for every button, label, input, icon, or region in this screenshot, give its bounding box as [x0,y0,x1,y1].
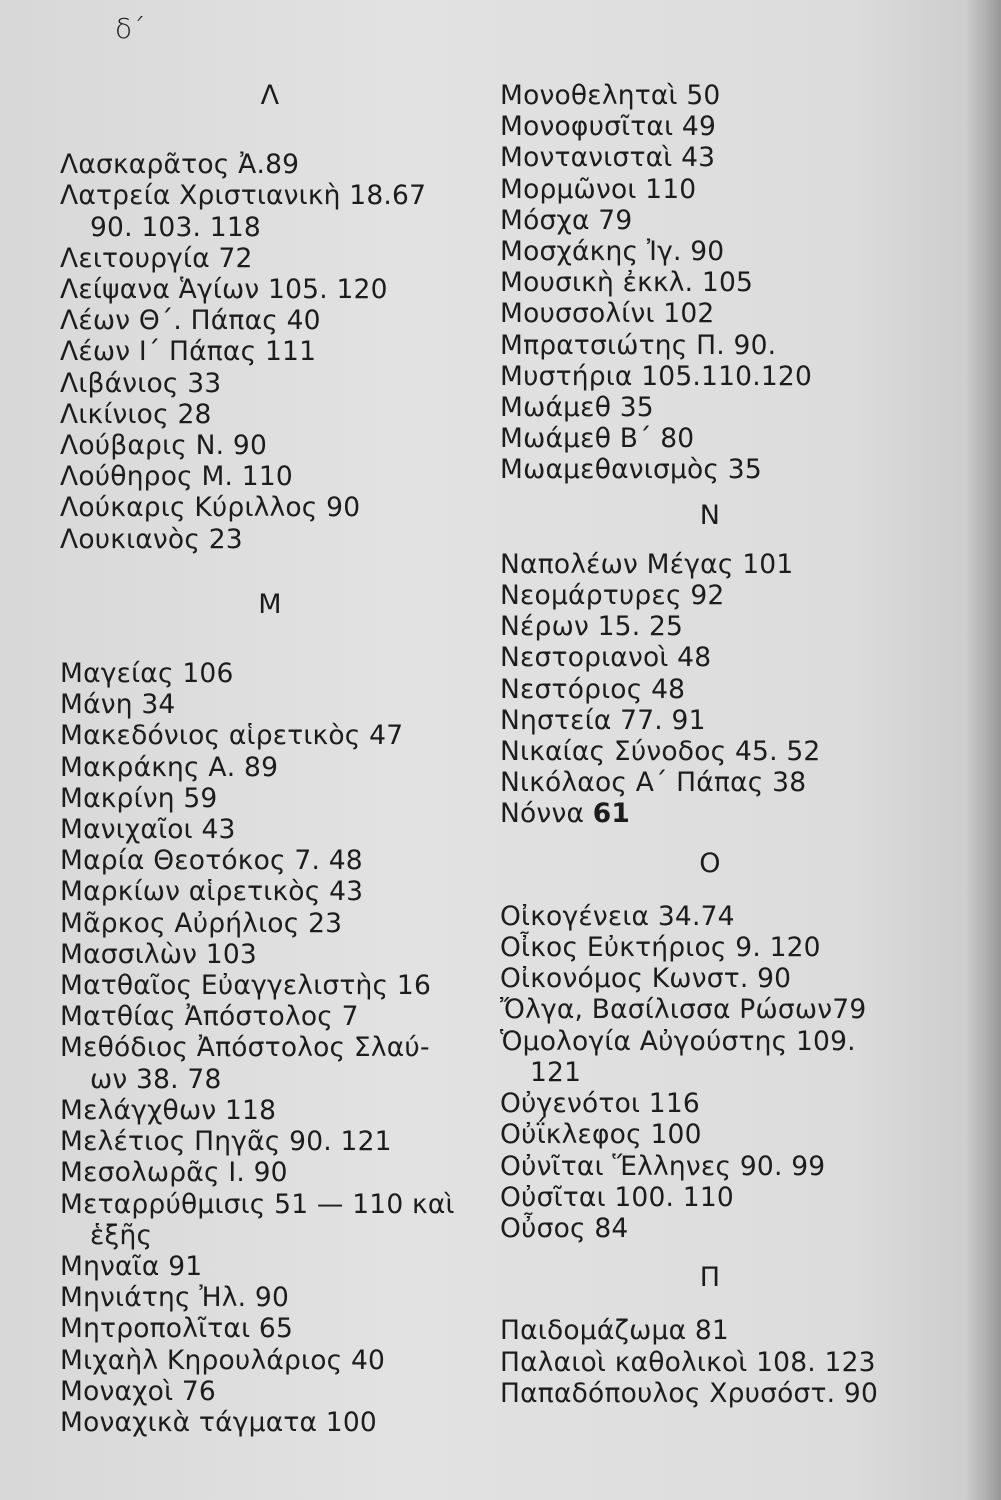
index-entry-continuation: 90. 103. 118 [90,211,261,243]
index-entry: Νεστόριος 48 [500,673,686,705]
index-entry: Μωάμεθ Β΄ 80 [500,423,695,455]
index-entry: Μεσολωρᾶς Ι. 90 [60,1157,288,1189]
index-entry: Μοναχικὰ τάγματα 100 [60,1406,377,1438]
index-entry: Λούβαρις Ν. 90 [60,430,268,462]
index-entry-continuation: ἑξῆς [90,1219,153,1251]
index-entry: Μορμῶνοι 110 [500,173,697,205]
index-entry: Νέρων 15. 25 [500,611,684,643]
index-entry: Μακράκης Α. 89 [60,751,279,783]
index-entry: Ματθαῖος Εὐαγγελιστὴς 16 [60,970,432,1002]
index-entry-nonna [500,798,920,829]
index-entry-continuation: 121 [530,1056,582,1088]
page-edge-shadow [965,0,1001,1500]
index-entry: Λείψανα Ἁγίων 105. 120 [60,274,388,306]
index-entry: Παιδομάζωμα 81 [500,1315,729,1347]
index-entry: Λικίνιος 28 [60,398,212,430]
index-entry: Μοσχάκης Ἰγ. 90 [500,236,725,268]
index-entry: Μακρίνη 59 [60,782,218,814]
index-entry: Οἰκονόμος Κωνστ. 90 [500,963,792,995]
index-entry: Νικόλαος Α΄ Πάπας 38 [500,767,807,799]
section-mu-continued [500,80,920,486]
section-lambda [60,149,480,555]
section-letter-lambda: Λ [260,80,280,111]
index-entry: Μωάμεθ 35 [500,392,654,424]
index-entry: Μονοθεληταὶ 50 [500,80,721,111]
index-entry: Νεστοριανοὶ 48 [500,642,712,674]
index-entry: Οὐνῖται Ἕλληνες 90. 99 [500,1150,826,1182]
index-entry: Οὐσῖται 100. 110 [500,1181,734,1213]
index-entry: Λούκαρις Κύριλλος 90 [60,492,361,524]
index-entry: Λούθηρος Μ. 110 [60,461,293,493]
index-entry: Μυστήρια 105.110.120 [500,360,813,392]
index-entry: Μοναχοὶ 76 [60,1375,216,1407]
section-letter-nu: Ν [699,499,721,531]
index-entry: Μαρία Θεοτόκος 7. 48 [60,845,363,877]
index-entry: Νηστεία 77. 91 [500,704,706,736]
section-mu [60,658,480,1438]
index-entry: Μασσιλὼν 103 [60,938,257,970]
index-entry: Οὐγενότοι 116 [500,1088,700,1120]
index-entry: Παπαδόπουλος Χρυσόστ. 90 [500,1377,879,1409]
index-entry: Μαγείας 106 [60,658,234,690]
entry-name: Νόννα [500,798,585,830]
index-entry: Οἰκογένεια 34.74 [500,900,735,932]
index-entry: Μᾶρκος Αὐρήλιος 23 [60,907,343,939]
index-entry: Μουσικὴ ἐκκλ. 105 [500,267,754,299]
index-entry: Λέων Ι΄ Πάπας 111 [60,336,317,368]
index-entry: Μόσχα 79 [500,204,633,236]
index-column-left [60,70,480,1438]
index-entry: Μουσσολίνι 102 [500,298,715,330]
index-entry: Μελέτιος Πηγᾶς 90. 121 [60,1126,392,1158]
index-entry: Οὐΐκλεφος 100 [500,1119,702,1151]
index-entry: Μαρκίων αἱρετικὸς 43 [60,876,364,908]
index-entry: Λέων Θ΄. Πάπας 40 [60,305,321,337]
section-letter-omicron: Ο [699,847,721,879]
index-entry: Λειτουργία 72 [60,242,253,274]
index-column-right [500,70,920,1409]
index-entry: Οἶκος Εὐκτήριος 9. 120 [500,932,821,964]
index-entry: Λουκιανὸς 23 [60,523,243,555]
index-entry: Νικαίας Σύνοδος 45. 52 [500,736,821,768]
index-entry: Μηναῖα 91 [60,1250,203,1282]
index-entry: Μεταρρύθμισις 51 — 110 καὶ [60,1188,455,1220]
index-entry: Ὁμολογία Αὐγούστης 109. [500,1025,856,1057]
section-nu [500,549,920,830]
section-letter-pi: Π [699,1262,721,1294]
index-entry: Μοντανισταὶ 43 [500,142,716,174]
index-entry: Ὄλγα, Βασίλισσα Ρώσων79 [500,994,867,1026]
index-entry: Οὖσος 84 [500,1212,629,1244]
index-entry: Μελάγχθων 118 [60,1094,277,1126]
index-entry: Μονοφυσῖται 49 [500,111,717,143]
index-entry: Μάνη 34 [60,689,176,721]
index-entry: Μανιχαῖοι 43 [60,814,236,846]
index-entry: Μιχαὴλ Κηρουλάριος 40 [60,1344,386,1376]
index-entry: Νεομάρτυρες 92 [500,580,725,612]
index-entry: Ναπολέων Μέγας 101 [500,548,794,580]
index-entry: Λατρεία Χριστιανικὴ 18.67 [60,180,427,212]
index-entry: Μητροπολῖται 65 [60,1313,293,1345]
index-entry: Ματθίας Ἀπόστολος 7 [60,1001,359,1033]
index-entry: Λασκαρᾶτος Ἀ.89 [60,149,300,181]
page-number: δ΄ [115,12,146,45]
index-entry: Μακεδόνιος αἱρετικὸς 47 [60,720,404,752]
index-entry: Μπρατσιώτης Π. 90. [500,329,777,361]
index-entry: Μηνιάτης Ἠλ. 90 [60,1282,290,1314]
index-entry: Παλαιοὶ καθολικοὶ 108. 123 [500,1346,876,1378]
section-omicron [500,901,920,1244]
section-letter-mu: Μ [258,588,282,620]
index-entry: Μεθόδιος Ἀπόστολος Σλαύ- [60,1032,430,1064]
index-entry-continuation: ων 38. 78 [90,1063,222,1095]
index-entry: Λιβάνιος 33 [60,367,222,399]
entry-page-bold: 61 [592,798,631,830]
section-pi [500,1315,920,1409]
index-entry: Μωαμεθανισμὸς 35 [500,454,762,486]
